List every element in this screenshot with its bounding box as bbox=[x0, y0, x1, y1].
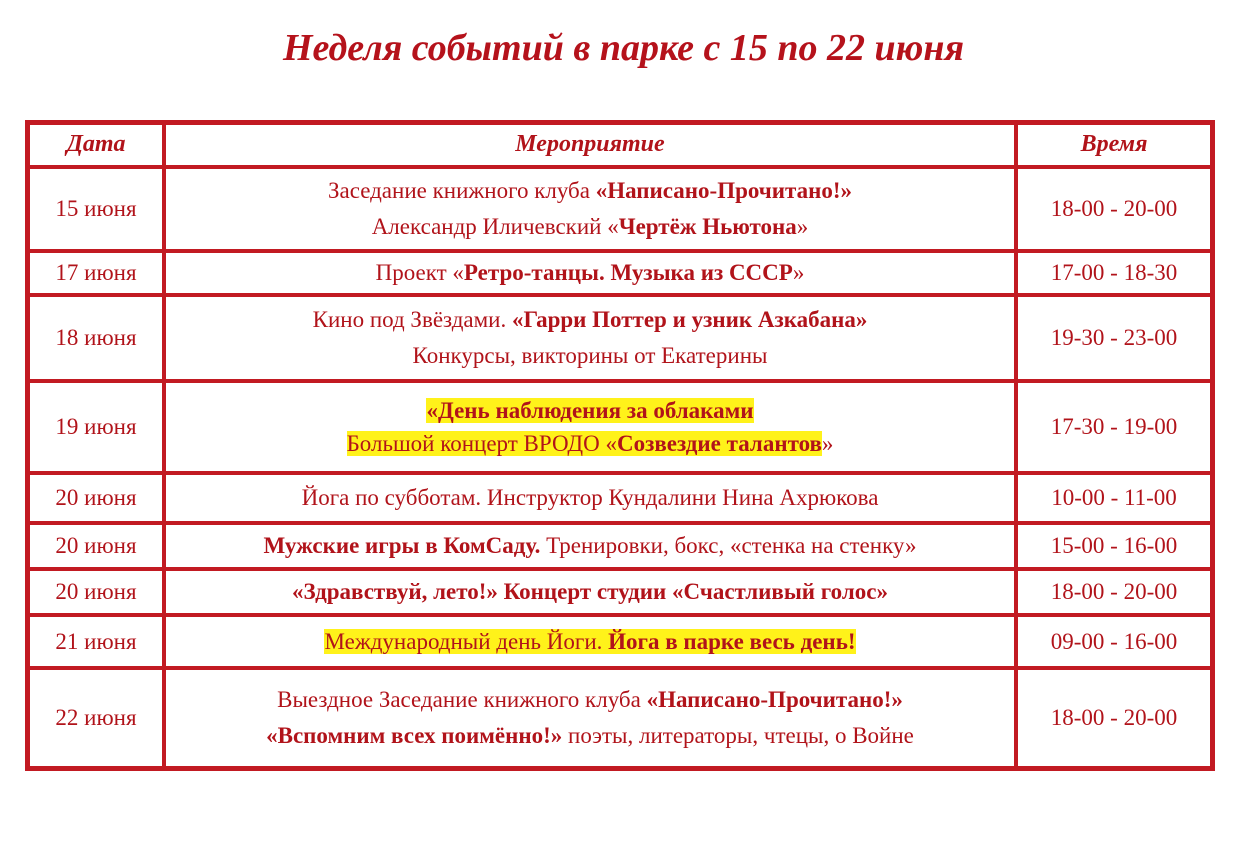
event-text: Проект « bbox=[375, 260, 464, 286]
event-title: Мужские игры в КомСаду. bbox=[263, 533, 541, 559]
event-text: » bbox=[792, 260, 805, 286]
event-text: Йога по субботам. Инструктор Кундалини Нина Ахрюкова bbox=[301, 485, 879, 511]
event-description bbox=[164, 251, 1016, 295]
event-time: 10-00 - 11-00 bbox=[1016, 473, 1212, 523]
event-title-highlighted: Созвездие талантов bbox=[616, 431, 822, 456]
event-date: 20 июня bbox=[28, 473, 164, 523]
event-date: 20 июня bbox=[28, 569, 164, 615]
event-text: Александр Иличевский « bbox=[371, 214, 619, 239]
event-title-highlighted: Йога в парке весь день! bbox=[608, 628, 856, 654]
event-title: «Здравствуй, лето!» Концерт студии «Счастливый голос» bbox=[292, 579, 888, 605]
event-time: 17-00 - 18-30 bbox=[1016, 251, 1212, 295]
table-row bbox=[28, 251, 1212, 295]
event-date: 19 июня bbox=[28, 381, 164, 473]
event-time: 15-00 - 16-00 bbox=[1016, 523, 1212, 569]
event-description bbox=[164, 381, 1016, 473]
event-line bbox=[172, 255, 1008, 291]
event-title-highlighted: «День наблюдения за облаками bbox=[426, 397, 754, 423]
event-date: 22 июня bbox=[28, 668, 164, 768]
table-row bbox=[28, 569, 1212, 615]
event-text: Кино под Звёздами. bbox=[312, 307, 512, 333]
page-title: Неделя событий в парке с 15 по 22 июня bbox=[282, 27, 965, 69]
header-event: Мероприятие bbox=[164, 123, 1016, 167]
event-date: 20 июня bbox=[28, 523, 164, 569]
events-table bbox=[25, 120, 1215, 771]
event-time: 18-00 - 20-00 bbox=[1016, 167, 1212, 251]
event-date: 15 июня bbox=[28, 167, 164, 251]
event-time: 18-00 - 20-00 bbox=[1016, 668, 1212, 768]
event-text: Заседание книжного клуба bbox=[327, 178, 596, 204]
event-time: 18-00 - 20-00 bbox=[1016, 569, 1212, 615]
event-text: » bbox=[796, 214, 809, 239]
event-line bbox=[172, 173, 1008, 209]
table-row bbox=[28, 668, 1212, 768]
table-row bbox=[28, 167, 1212, 251]
table-row bbox=[28, 295, 1212, 381]
event-description bbox=[164, 668, 1016, 768]
event-description bbox=[164, 615, 1016, 668]
event-line bbox=[172, 718, 1008, 754]
table-row bbox=[28, 473, 1212, 523]
event-line bbox=[172, 624, 1008, 660]
event-line bbox=[172, 574, 1008, 610]
event-title: «Написано-Прочитано!» bbox=[646, 687, 903, 713]
event-text: Выездное Заседание книжного клуба bbox=[277, 687, 647, 713]
table-row bbox=[28, 615, 1212, 668]
event-text: Конкурсы, викторины от Екатерины bbox=[412, 343, 768, 368]
event-line bbox=[172, 394, 1008, 427]
event-text: Тренировки, бокс, «стенка на стенку» bbox=[540, 533, 917, 559]
header-date: Дата bbox=[28, 123, 164, 167]
event-line bbox=[172, 480, 1008, 516]
event-title: «Вспомним всех поимённо!» bbox=[266, 723, 563, 748]
event-line bbox=[172, 302, 1008, 338]
table-header-row bbox=[28, 123, 1212, 167]
event-title: «Гарри Поттер и узник Азкабана» bbox=[511, 307, 868, 333]
table-row bbox=[28, 523, 1212, 569]
event-line bbox=[172, 528, 1008, 564]
event-description bbox=[164, 473, 1016, 523]
event-title: Ретро-танцы. Музыка из СССР bbox=[463, 260, 793, 286]
event-text-highlighted: Большой концерт ВРОДО « bbox=[346, 431, 617, 456]
event-time: 17-30 - 19-00 bbox=[1016, 381, 1212, 473]
event-date: 18 июня bbox=[28, 295, 164, 381]
event-title: Чертёж Ньютона bbox=[618, 214, 797, 239]
event-time: 09-00 - 16-00 bbox=[1016, 615, 1212, 668]
event-title: «Написано-Прочитано!» bbox=[595, 178, 853, 204]
event-date: 21 июня bbox=[28, 615, 164, 668]
event-line bbox=[172, 427, 1008, 460]
table-row bbox=[28, 381, 1212, 473]
event-text: » bbox=[821, 431, 834, 456]
event-description bbox=[164, 295, 1016, 381]
event-date: 17 июня bbox=[28, 251, 164, 295]
event-time: 19-30 - 23-00 bbox=[1016, 295, 1212, 381]
event-line bbox=[172, 209, 1008, 245]
event-text-highlighted: Международный день Йоги. bbox=[324, 628, 609, 654]
event-line bbox=[172, 682, 1008, 718]
header-time: Время bbox=[1016, 123, 1212, 167]
event-line bbox=[172, 338, 1008, 374]
event-description bbox=[164, 569, 1016, 615]
event-description bbox=[164, 167, 1016, 251]
event-text: поэты, литераторы, чтецы, о Войне bbox=[562, 723, 914, 748]
event-description bbox=[164, 523, 1016, 569]
